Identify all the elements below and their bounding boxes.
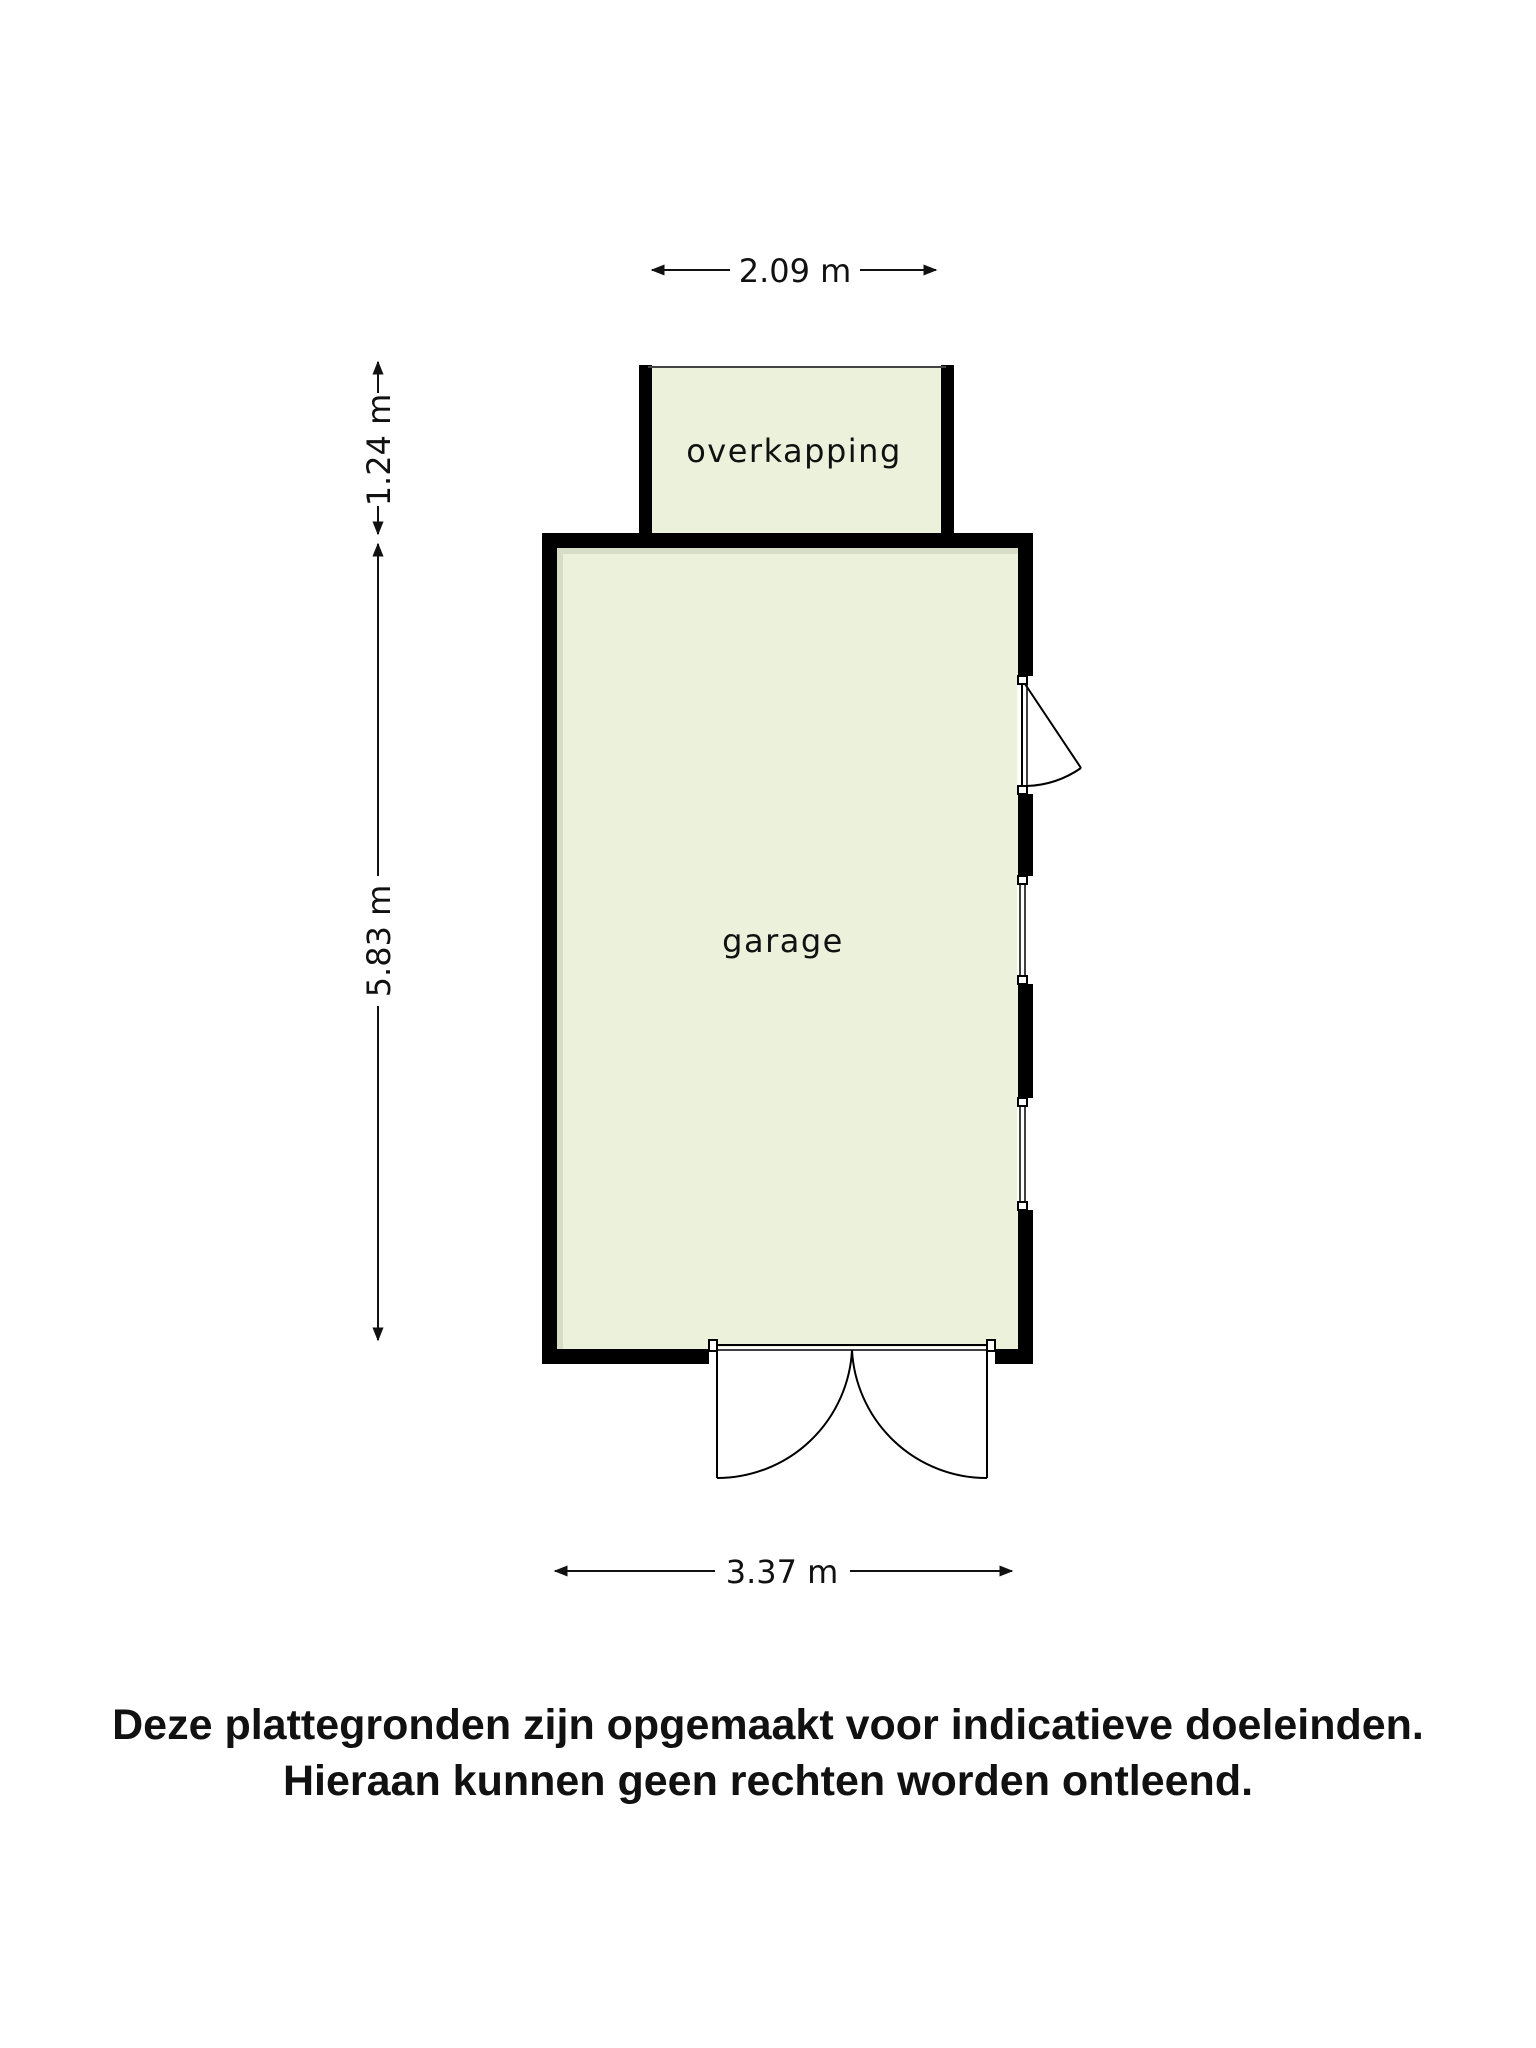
overkapping-left-wall xyxy=(639,365,652,541)
dimension-label-garage-depth: 5.83 m xyxy=(360,884,398,998)
dimension-label-overkapping-depth: 1.24 m xyxy=(360,393,398,507)
garage-double-door xyxy=(709,1340,995,1478)
room-label-garage: garage xyxy=(722,922,844,960)
dimension-label-bottom-width: 3.37 m xyxy=(725,1553,839,1591)
disclaimer-line-2: Hieraan kunnen geen rechten worden ontleend. xyxy=(282,1757,1254,1805)
dimension-bottom-width xyxy=(555,1553,1012,1591)
dimension-top-width xyxy=(652,252,936,290)
door-swing-right xyxy=(852,1350,987,1478)
window-east-1 xyxy=(1017,876,1034,984)
room-label-overkapping: overkapping xyxy=(686,432,902,470)
dimension-garage-depth xyxy=(360,544,398,1340)
window-east-2 xyxy=(1017,1098,1034,1210)
dimension-label-top-width: 2.09 m xyxy=(738,252,852,290)
door-swing-left xyxy=(717,1350,852,1478)
disclaimer-line-1: Deze plattegronden zijn opgemaakt voor indicatieve doeleinden. xyxy=(112,1701,1424,1749)
dimension-overkapping-depth xyxy=(360,362,398,534)
side-door xyxy=(1017,676,1081,794)
side-door-swing xyxy=(1027,768,1081,786)
overkapping-right-wall xyxy=(941,365,954,541)
